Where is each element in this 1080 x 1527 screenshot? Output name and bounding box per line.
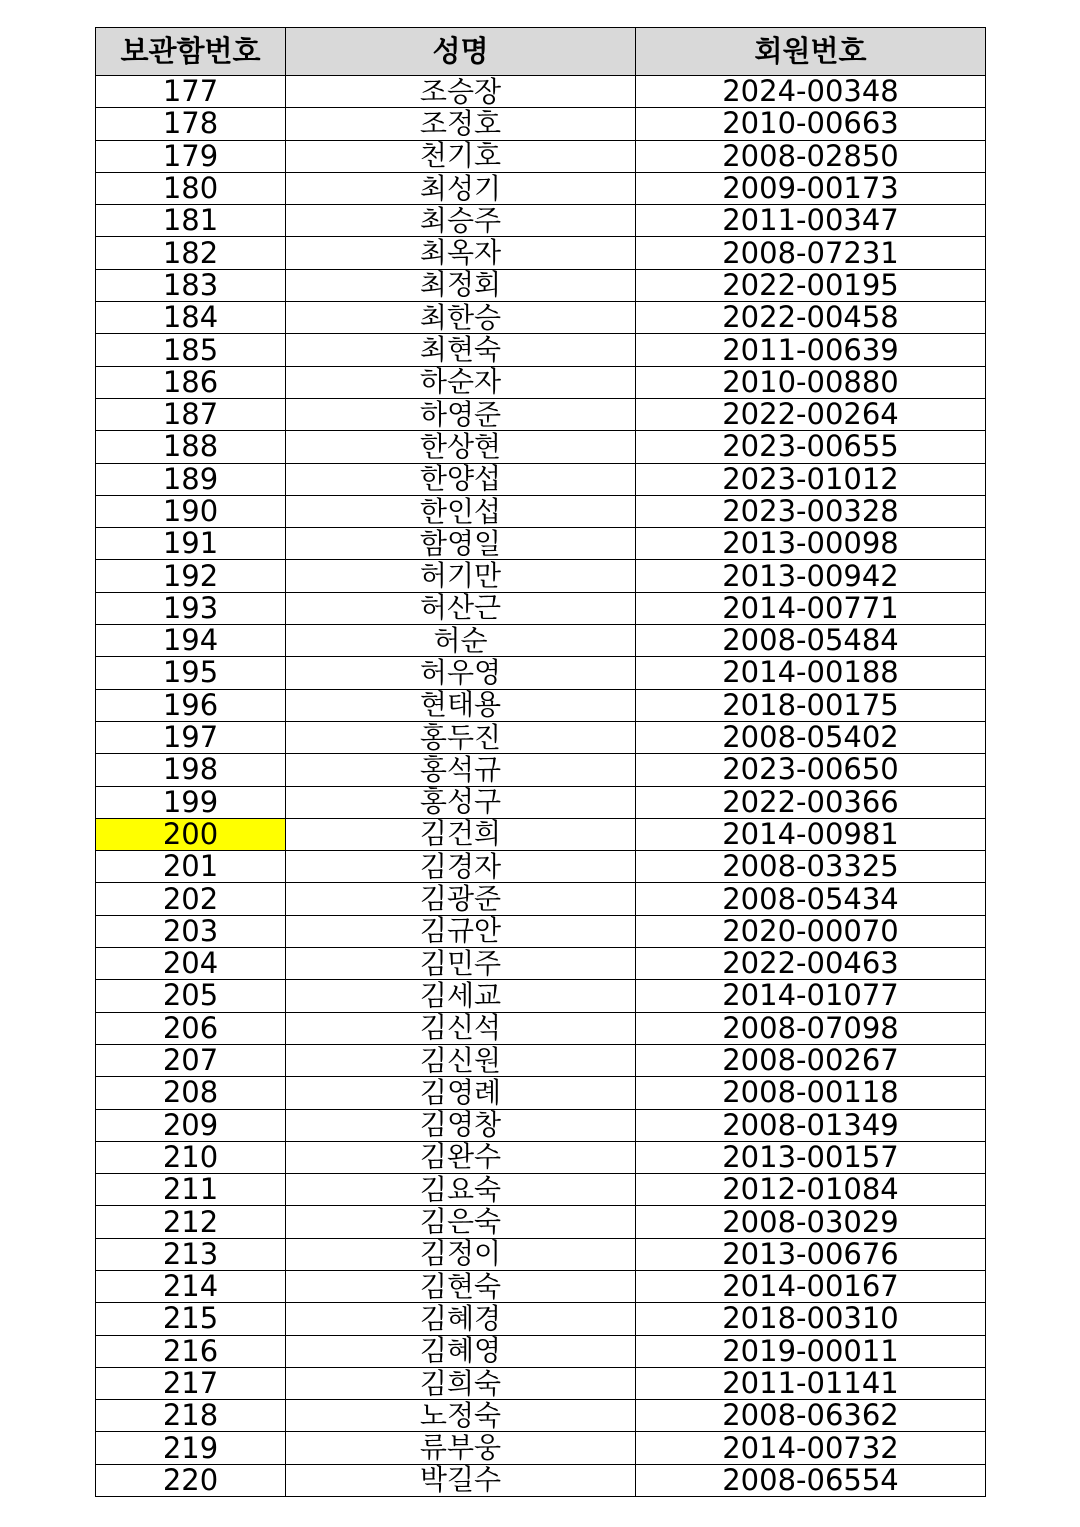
header-member-number: 회원번호 [636,28,986,76]
member-name-cell: 최승주 [286,205,636,237]
locker-number-cell: 180 [96,172,286,204]
table-row [96,1044,986,1076]
locker-number-cell: 209 [96,1109,286,1141]
member-name-cell: 최현숙 [286,334,636,366]
locker-number-cell: 213 [96,1238,286,1270]
table-row [96,625,986,657]
member-name-cell: 김신원 [286,1044,636,1076]
table-row [96,1238,986,1270]
table-row [96,1206,986,1238]
member-number-cell: 2008-07098 [636,1012,986,1044]
table-row [96,398,986,430]
member-number-cell: 2010-00880 [636,366,986,398]
member-name-cell: 김민주 [286,948,636,980]
header-locker-number: 보관함번호 [96,28,286,76]
table-row [96,528,986,560]
locker-number-cell: 210 [96,1141,286,1173]
locker-number-cell: 181 [96,205,286,237]
member-number-cell: 2008-02850 [636,140,986,172]
member-name-cell: 조승장 [286,76,636,108]
locker-number-cell: 177 [96,76,286,108]
table-row [96,689,986,721]
header-name: 성명 [286,28,636,76]
member-name-cell: 현태용 [286,689,636,721]
table-row [96,463,986,495]
member-number-cell: 2008-03029 [636,1206,986,1238]
member-name-cell: 허기만 [286,560,636,592]
locker-number-cell: 216 [96,1335,286,1367]
member-number-cell: 2018-00310 [636,1303,986,1335]
member-number-cell: 2022-00463 [636,948,986,980]
locker-number-cell: 195 [96,657,286,689]
member-number-cell: 2022-00195 [636,269,986,301]
table-row [96,1432,986,1464]
locker-number-cell: 214 [96,1270,286,1302]
locker-number-cell: 202 [96,883,286,915]
locker-number-cell: 191 [96,528,286,560]
table-row [96,366,986,398]
table-row [96,1012,986,1044]
member-name-cell: 김영창 [286,1109,636,1141]
table-body [96,76,986,1497]
member-number-cell: 2022-00366 [636,786,986,818]
table-row [96,883,986,915]
locker-number-cell: 219 [96,1432,286,1464]
member-name-cell: 조정호 [286,108,636,140]
member-name-cell: 노정숙 [286,1400,636,1432]
member-number-cell: 2008-00267 [636,1044,986,1076]
locker-number-cell: 203 [96,915,286,947]
member-number-cell: 2008-07231 [636,237,986,269]
member-number-cell: 2008-05484 [636,625,986,657]
member-name-cell: 홍두진 [286,721,636,753]
member-number-cell: 2011-00347 [636,205,986,237]
member-name-cell: 김희숙 [286,1367,636,1399]
locker-number-cell: 207 [96,1044,286,1076]
member-name-cell: 김건희 [286,818,636,850]
member-name-cell: 최한승 [286,302,636,334]
table-row [96,495,986,527]
locker-number-cell: 208 [96,1077,286,1109]
table-row [96,172,986,204]
member-number-cell: 2023-00328 [636,495,986,527]
locker-number-cell: 188 [96,431,286,463]
member-number-cell: 2014-00167 [636,1270,986,1302]
member-name-cell: 홍석규 [286,754,636,786]
table-row [96,1400,986,1432]
locker-number-cell: 194 [96,625,286,657]
member-name-cell: 최정회 [286,269,636,301]
member-number-cell: 2008-06362 [636,1400,986,1432]
header-row [96,28,986,76]
member-name-cell: 하순자 [286,366,636,398]
member-name-cell: 허순 [286,625,636,657]
member-name-cell: 김영례 [286,1077,636,1109]
member-name-cell: 천기호 [286,140,636,172]
member-name-cell: 류부웅 [286,1432,636,1464]
locker-number-cell: 193 [96,592,286,624]
member-number-cell: 2012-01084 [636,1174,986,1206]
member-name-cell: 김신석 [286,1012,636,1044]
member-name-cell: 한인섭 [286,495,636,527]
table-row [96,1174,986,1206]
locker-number-cell: 215 [96,1303,286,1335]
table-row [96,851,986,883]
locker-number-cell: 212 [96,1206,286,1238]
table-row [96,560,986,592]
member-number-cell: 2008-00118 [636,1077,986,1109]
member-number-cell: 2013-00942 [636,560,986,592]
table-row [96,592,986,624]
member-number-cell: 2013-00157 [636,1141,986,1173]
table-row [96,1077,986,1109]
table-row [96,754,986,786]
member-number-cell: 2013-00676 [636,1238,986,1270]
member-name-cell: 박길수 [286,1464,636,1496]
table-header [96,28,986,76]
table-row [96,1367,986,1399]
locker-number-cell: 204 [96,948,286,980]
locker-number-cell: 199 [96,786,286,818]
member-number-cell: 2022-00458 [636,302,986,334]
locker-number-cell: 183 [96,269,286,301]
locker-number-cell: 218 [96,1400,286,1432]
member-number-cell: 2014-00188 [636,657,986,689]
locker-assignment-table [95,27,986,1497]
locker-number-cell: 185 [96,334,286,366]
table-row [96,1303,986,1335]
table-row [96,915,986,947]
locker-number-cell: 179 [96,140,286,172]
member-number-cell: 2018-00175 [636,689,986,721]
locker-number-cell: 184 [96,302,286,334]
member-number-cell: 2008-01349 [636,1109,986,1141]
table-row [96,1270,986,1302]
member-name-cell: 허우영 [286,657,636,689]
locker-number-cell: 206 [96,1012,286,1044]
member-name-cell: 김정이 [286,1238,636,1270]
locker-number-cell: 190 [96,495,286,527]
table-row [96,334,986,366]
locker-number-cell: 197 [96,721,286,753]
table-row [96,302,986,334]
member-name-cell: 최성기 [286,172,636,204]
locker-number-cell: 186 [96,366,286,398]
member-name-cell: 김혜영 [286,1335,636,1367]
locker-number-cell: 196 [96,689,286,721]
table-row [96,657,986,689]
locker-number-cell: 198 [96,754,286,786]
member-name-cell: 김완수 [286,1141,636,1173]
member-number-cell: 2009-00173 [636,172,986,204]
member-name-cell: 김혜경 [286,1303,636,1335]
table-row [96,786,986,818]
locker-number-cell: 217 [96,1367,286,1399]
table-row [96,431,986,463]
member-number-cell: 2011-00639 [636,334,986,366]
locker-number-cell: 182 [96,237,286,269]
member-number-cell: 2013-00098 [636,528,986,560]
member-name-cell: 하영준 [286,398,636,430]
member-name-cell: 최옥자 [286,237,636,269]
locker-number-cell: 205 [96,980,286,1012]
member-name-cell: 김세교 [286,980,636,1012]
member-number-cell: 2019-00011 [636,1335,986,1367]
member-name-cell: 김은숙 [286,1206,636,1238]
member-number-cell: 2014-01077 [636,980,986,1012]
member-name-cell: 김광준 [286,883,636,915]
member-name-cell: 김규안 [286,915,636,947]
member-number-cell: 2014-00771 [636,592,986,624]
member-name-cell: 한양섭 [286,463,636,495]
member-name-cell: 김요숙 [286,1174,636,1206]
table-row [96,76,986,108]
table-row [96,108,986,140]
member-name-cell: 함영일 [286,528,636,560]
table-row [96,1141,986,1173]
member-name-cell: 김현숙 [286,1270,636,1302]
member-number-cell: 2008-03325 [636,851,986,883]
member-number-cell: 2023-01012 [636,463,986,495]
member-number-cell: 2014-00732 [636,1432,986,1464]
member-number-cell: 2008-06554 [636,1464,986,1496]
locker-number-cell: 220 [96,1464,286,1496]
locker-number-cell: 201 [96,851,286,883]
locker-number-cell: 200 [96,818,286,850]
table-row [96,237,986,269]
member-name-cell: 홍성구 [286,786,636,818]
member-name-cell: 허산근 [286,592,636,624]
locker-number-cell: 211 [96,1174,286,1206]
member-number-cell: 2010-00663 [636,108,986,140]
table-row [96,948,986,980]
table-row [96,721,986,753]
table-row [96,818,986,850]
member-number-cell: 2023-00655 [636,431,986,463]
table-row [96,1464,986,1496]
member-number-cell: 2008-05434 [636,883,986,915]
locker-number-cell: 187 [96,398,286,430]
member-name-cell: 김경자 [286,851,636,883]
member-number-cell: 2011-01141 [636,1367,986,1399]
locker-number-cell: 178 [96,108,286,140]
table-row [96,205,986,237]
member-number-cell: 2022-00264 [636,398,986,430]
member-number-cell: 2020-00070 [636,915,986,947]
table-row [96,1109,986,1141]
table-row [96,269,986,301]
member-number-cell: 2023-00650 [636,754,986,786]
locker-number-cell: 189 [96,463,286,495]
member-name-cell: 한상현 [286,431,636,463]
table-row [96,140,986,172]
member-number-cell: 2008-05402 [636,721,986,753]
member-number-cell: 2014-00981 [636,818,986,850]
member-number-cell: 2024-00348 [636,76,986,108]
locker-number-cell: 192 [96,560,286,592]
table-row [96,1335,986,1367]
table-row [96,980,986,1012]
